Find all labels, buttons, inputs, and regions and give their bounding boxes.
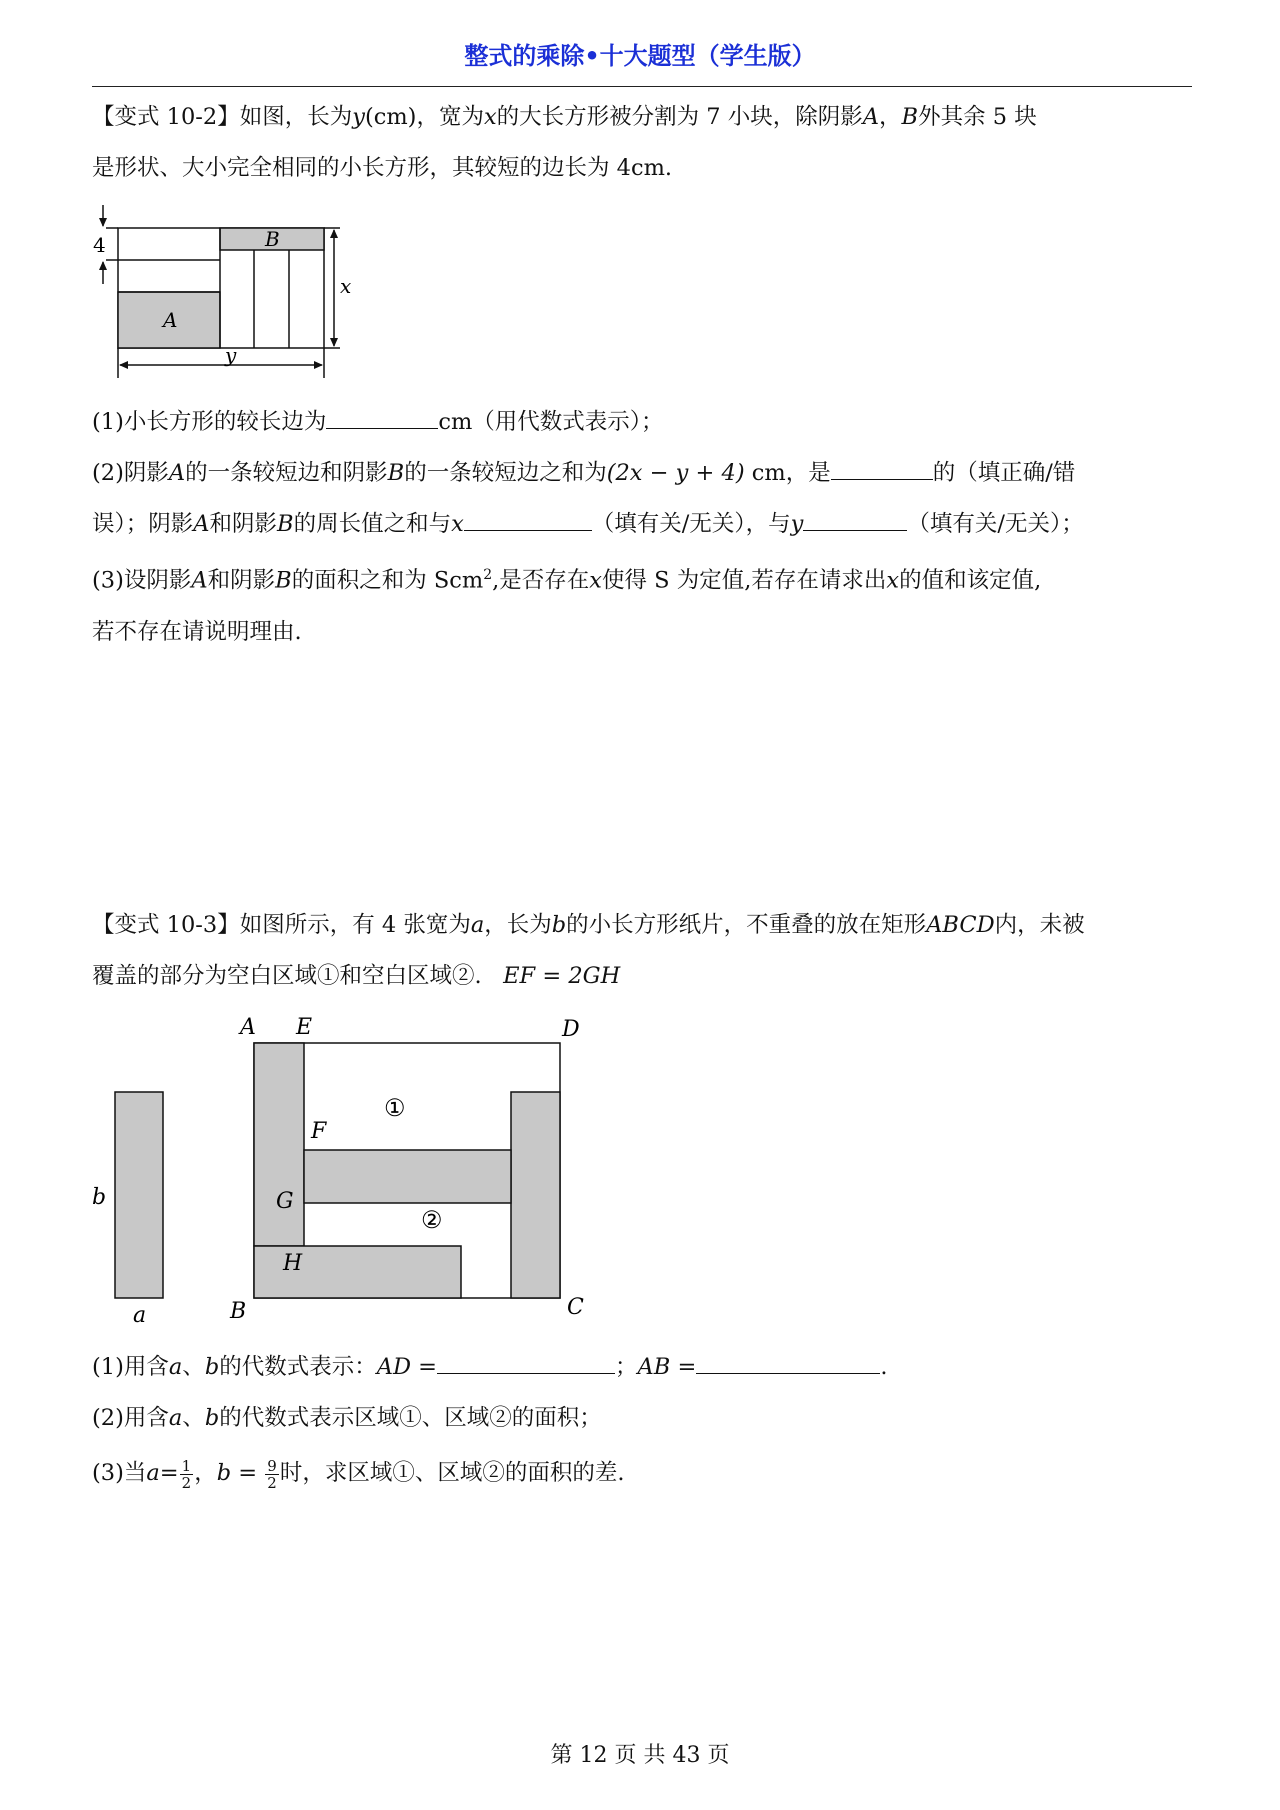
q2-part-2 [92, 1393, 1192, 1444]
label-C: C [567, 1295, 584, 1320]
q2-text: (3)当 [92, 1460, 147, 1486]
q2-text: (1)用含 [92, 1354, 169, 1380]
label-y: y [225, 343, 237, 367]
q2-var-a: a [470, 912, 485, 938]
fraction-b-num: 9 [267, 1456, 277, 1475]
q2-text: . [880, 1354, 888, 1380]
q2-var-b: b [551, 912, 567, 938]
q2-text: 内，未被 [994, 912, 1085, 938]
q1-p2-expression: (2x − y + 4) [606, 460, 745, 486]
q1-label-A: A [193, 511, 210, 537]
q1-label-B: B [901, 104, 919, 130]
answer-blank[interactable] [803, 502, 907, 531]
q2-intro [92, 900, 1192, 1002]
q1-text: 的一条较短边和阴影 [185, 460, 388, 486]
q2-var-a: a [146, 1460, 160, 1486]
q2-text: 、 [182, 1405, 205, 1431]
q2-text: 、 [182, 1354, 205, 1380]
q2-AB-label: AB = [637, 1354, 697, 1380]
q1-text: 如图，长为 [239, 104, 353, 130]
q1-label-A: A [168, 460, 186, 486]
answer-blank-AD[interactable] [437, 1345, 615, 1374]
answer-blank-AB[interactable] [696, 1345, 880, 1374]
label-a: a [133, 1303, 147, 1328]
q2-relation: EF = 2GH [503, 963, 621, 989]
answer-blank[interactable] [464, 502, 592, 531]
label-x: x [340, 274, 352, 298]
q1-part-2 [92, 448, 1192, 550]
q1-var-x: x [451, 511, 464, 537]
q1-text: (2)阴影 [92, 460, 169, 486]
strip-middle-horizontal [304, 1150, 511, 1203]
q2-text: = [159, 1460, 179, 1486]
q2-var-b: b [204, 1405, 220, 1431]
header-rule [92, 86, 1192, 87]
fraction-b [265, 1458, 279, 1491]
q1-intro-line2: 是形状、大小完全相同的小长方形，其较短的边长为 4cm. [92, 155, 673, 181]
q1-label-A: A [862, 104, 880, 130]
answer-blank[interactable] [326, 400, 438, 429]
q2-text: 如图所示，有 4 张宽为 [239, 912, 471, 938]
q2-text: ； [615, 1354, 638, 1380]
fraction-a-num: 1 [181, 1456, 192, 1475]
q1-text: 误）；阴影 [92, 511, 194, 537]
q1-text: 的值和该定值, [899, 567, 1042, 594]
q2-var-b: b [204, 1354, 220, 1380]
q1-part-1 [92, 397, 1192, 448]
label-D: D [562, 1017, 580, 1042]
q1-var-y: y [790, 511, 804, 537]
q2-tag: 【变式 10-3】 [92, 912, 240, 938]
q1-var-y: y [352, 104, 365, 130]
page-header-title: 整式的乘除•十大题型（学生版） [464, 42, 816, 70]
label-B: B [230, 1299, 247, 1324]
label-b: b [92, 1185, 107, 1210]
q1-figure [88, 200, 378, 390]
q2-var-a: a [168, 1405, 183, 1431]
region-2-label: ② [421, 1206, 443, 1234]
label-B: B [265, 227, 280, 251]
answer-blank[interactable] [831, 451, 933, 480]
q2-text: = [231, 1460, 265, 1486]
q1-p3-line2: 若不存在请说明理由. [92, 618, 302, 645]
label-A: A [240, 1015, 256, 1040]
q2-rect-name: ABCD [926, 912, 995, 938]
q2-text: 的代数式表示区域①、区域②的面积； [219, 1405, 602, 1431]
q1-text: 的（填正确/错 [932, 460, 1076, 486]
q2-text: (2)用含 [92, 1405, 169, 1431]
label-G: G [276, 1189, 294, 1214]
q1-text: （填有关/无关）； [907, 511, 1084, 537]
q1-text: 的周长值之和与 [293, 511, 452, 537]
q1-p1-suffix: cm（用代数式表示）； [438, 409, 664, 435]
q1-unit: (cm) [364, 104, 417, 130]
q2-part-3 [92, 1448, 1192, 1499]
q1-var-x: x [483, 104, 497, 130]
q2-text: 的小长方形纸片，不重叠的放在矩形 [566, 912, 927, 938]
q2-intro-line2: 覆盖的部分为空白区域①和空白区域②. [92, 963, 482, 989]
q1-text: 的大长方形被分割为 7 小块，除阴影 [496, 104, 863, 130]
q1-text: cm，是 [744, 460, 831, 486]
strip-left-vertical [254, 1043, 304, 1246]
q1-var-x: x [589, 567, 602, 594]
q2-var-a: a [168, 1354, 183, 1380]
q1-text: 和阴影 [207, 567, 276, 594]
q2-figure [80, 1000, 640, 1330]
region-1-label: ① [384, 1094, 406, 1122]
q1-text: 外其余 5 块 [918, 104, 1037, 130]
strip-right-vertical [511, 1092, 560, 1298]
q1-text: 使得 S 为定值,若存在请求出 [601, 567, 887, 594]
q2-text: ， [194, 1460, 217, 1486]
q1-label-A: A [191, 567, 208, 594]
page-number: 第 12 页 共 43 页 [550, 1743, 730, 1768]
q1-text: (3)设阴影 [92, 567, 192, 594]
q1-p1-prefix: (1)小长方形的较长边为 [92, 409, 327, 435]
q1-intro [92, 92, 1192, 194]
fraction-b-den: 2 [267, 1473, 277, 1492]
q2-text: 时，求区域①、区域②的面积的差. [279, 1460, 625, 1486]
label-H: H [283, 1251, 303, 1276]
fraction-a-den: 2 [181, 1473, 192, 1492]
q2-var-b: b [216, 1460, 232, 1486]
q1-text: ,是否存在 [492, 567, 590, 594]
q1-text: 的面积之和为 Scm [291, 567, 484, 594]
q1-text: ，宽为 [416, 104, 484, 130]
q1-tag: 【变式 10-2】 [92, 104, 240, 130]
q1-comma: ， [879, 104, 902, 130]
q1-text: 和阴影 [209, 511, 278, 537]
q2-text: 的代数式表示： [219, 1354, 377, 1380]
q1-label-B: B [277, 511, 294, 537]
q1-label-B: B [387, 460, 405, 486]
label-A: A [163, 308, 178, 332]
label-F: F [311, 1119, 327, 1144]
label-4: 4 [93, 233, 106, 257]
q2-text: ，长为 [484, 912, 552, 938]
single-paper-strip [115, 1092, 163, 1298]
q1-text: 的一条较短边之和为 [404, 460, 607, 486]
q1-var-x: x [886, 567, 900, 594]
q1-sup: 2 [483, 567, 493, 583]
q1-part-3 [92, 550, 1192, 658]
q1-text: （填有关/无关），与 [591, 511, 791, 537]
q2-AD-label: AD = [376, 1354, 438, 1380]
label-E: E [296, 1015, 313, 1040]
q1-label-B: B [275, 567, 292, 594]
q2-part-1 [92, 1342, 1192, 1393]
fraction-a [180, 1458, 194, 1491]
